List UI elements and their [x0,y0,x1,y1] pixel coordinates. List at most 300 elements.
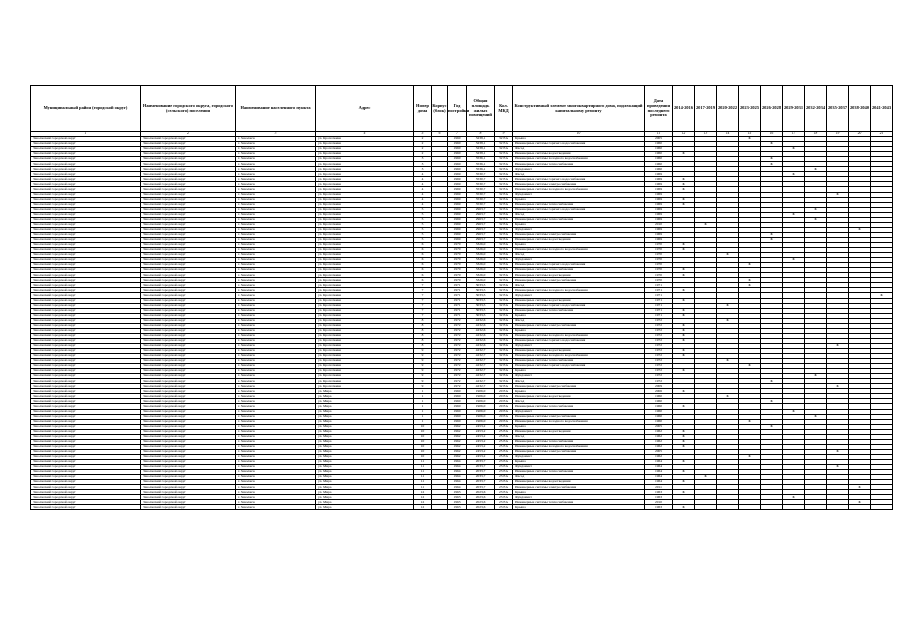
address-cell: ул. Кропоткина [316,147,414,152]
build-year-cell: 1970 [448,248,467,253]
district-cell: Заволжский городской округ [31,333,141,338]
locality-cell: г. Заволжск [236,424,316,429]
structural-element-cell: Фундамент [513,374,645,379]
column-header: 2014-2016 [673,86,695,132]
house-number-cell: 10 [414,439,432,444]
address-cell: ул. Кропоткина [316,232,414,237]
build-year-cell: 1960 [448,167,467,172]
structural-element-cell: Инженерные системы теплоснабжения [513,162,645,167]
apartment-count-cell: 20 ЕА [495,394,513,399]
address-cell: ул. Кропоткина [316,192,414,197]
address-cell: ул. Кропоткина [316,338,414,343]
capital-repair-table [30,85,893,510]
structural-element-cell: Инженерные системы электроснабжения [513,485,645,490]
last-repair-cell: 1969 [645,197,673,202]
locality-cell: г. Заволжск [236,232,316,237]
house-number-cell: 3 [414,157,432,162]
district-cell: Заволжский городской округ [31,242,141,247]
apartment-count-cell: 23 ЕА [495,470,513,475]
table-body [31,137,893,510]
apartment-count-cell: 20 ЕА [495,389,513,394]
area-cell: 1906,0 [467,394,495,399]
municipality-cell: Заволжский городской округ [141,399,236,404]
house-number-cell: 4 [414,172,432,177]
address-cell: ул. Мира [316,404,414,409]
house-number-cell: 11 [414,480,432,485]
area-cell: 4232,6 [467,318,495,323]
period-1-cell: X [673,404,695,409]
structural-element-cell: Инженерные системы водоотведения [513,237,645,242]
last-repair-cell: 1969 [645,202,673,207]
last-repair-cell: 1969 [645,212,673,217]
period-5-cell: X [761,424,783,429]
last-repair-cell: 1971 [645,308,673,313]
locality-cell: г. Заволжск [236,303,316,308]
municipality-cell: Заволжский городской округ [141,490,236,495]
last-repair-cell: 2009 [645,384,673,389]
period-3-cell: X [717,253,739,258]
address-cell: ул. Кропоткина [316,298,414,303]
period-4-cell: X [739,263,761,268]
build-year-cell: 1972 [448,354,467,359]
build-year-cell: 1970 [448,268,467,273]
district-cell: Заволжский городской округ [31,399,141,404]
locality-cell: г. Заволжск [236,253,316,258]
locality-cell: г. Заволжск [236,374,316,379]
column-header: 2041-2043 [871,86,893,132]
address-cell: ул. Мира [316,460,414,465]
municipality-cell: Заволжский городской округ [141,283,236,288]
last-repair-cell: 1970 [645,273,673,278]
area-cell: 2453,2 [467,424,495,429]
address-cell: ул. Кропоткина [316,253,414,258]
structural-element-cell: Инженерные системы холодного водоснабжения [513,248,645,253]
apartment-count-cell: 32 ЕА [495,364,513,369]
period-7-cell [805,505,827,510]
period-5-cell: X [761,157,783,162]
apartment-count-cell: 20 ЕА [495,414,513,419]
build-year-cell: 1964 [448,480,467,485]
area-cell: 2023,6 [467,495,495,500]
period-8-cell: X [827,192,849,197]
locality-cell: г. Заволжск [236,207,316,212]
last-repair-cell: 2005 [645,424,673,429]
apartment-count-cell: 32 ЕА [495,359,513,364]
build-year-cell: 1971 [448,298,467,303]
locality-cell: г. Заволжск [236,475,316,480]
municipality-cell: Заволжский городской округ [141,343,236,348]
house-number-cell: 4 [414,202,432,207]
house-number-cell: 6 [414,248,432,253]
area-cell: 3238,1 [467,147,495,152]
locality-cell: г. Заволжск [236,172,316,177]
apartment-count-cell: 32 ЕА [495,192,513,197]
address-cell: ул. Кропоткина [316,248,414,253]
area-cell: 2963,7 [467,217,495,222]
structural-element-cell: Инженерные системы теплоснабжения [513,268,645,273]
area-cell: 2453,2 [467,454,495,459]
column-header: 2026-2028 [761,86,783,132]
address-cell: ул. Кропоткина [316,187,414,192]
build-year-cell: 1964 [448,470,467,475]
apartment-count-cell: 32 ЕА [495,167,513,172]
municipality-cell: Заволжский городской округ [141,298,236,303]
district-cell: Заволжский городской округ [31,202,141,207]
period-6-cell [783,505,805,510]
build-year-cell: 1963 [448,505,467,510]
structural-element-cell: Фундамент [513,343,645,348]
period-1-cell: X [673,480,695,485]
apartment-count-cell: 25 ЕА [495,434,513,439]
structural-element-cell: Инженерные системы теплоснабжения [513,404,645,409]
address-cell: ул. Кропоткина [316,222,414,227]
apartment-count-cell: 23 ЕА [495,480,513,485]
area-cell: 4232,7 [467,354,495,359]
last-repair-cell: 1960 [645,414,673,419]
apartment-count-cell: 32 ЕА [495,273,513,278]
apartment-count-cell: 32 ЕА [495,369,513,374]
locality-cell: г. Заволжск [236,227,316,232]
column-header: Адрес [316,86,414,132]
house-number-cell: 4 [414,192,432,197]
last-repair-cell: 1972 [645,359,673,364]
period-3-cell [717,505,739,510]
last-repair-cell: 1971 [645,313,673,318]
build-year-cell: 1960 [448,419,467,424]
apartment-count-cell: 23 ЕА [495,485,513,490]
municipality-cell: Заволжский городской округ [141,212,236,217]
period-2-cell: X [695,475,717,480]
municipality-cell: Заволжский городской округ [141,273,236,278]
last-repair-cell: 1970 [645,248,673,253]
municipality-cell: Заволжский городской округ [141,147,236,152]
municipality-cell: Заволжский городской округ [141,364,236,369]
period-3-cell: X [717,394,739,399]
build-year-cell: 1972 [448,379,467,384]
last-repair-cell: 1960 [645,419,673,424]
area-cell: 2963,7 [467,227,495,232]
district-cell: Заволжский городской округ [31,232,141,237]
district-cell: Заволжский городской округ [31,303,141,308]
district-cell: Заволжский городской округ [31,505,141,510]
municipality-cell: Заволжский городской округ [141,313,236,318]
house-number-cell: 1 [414,404,432,409]
column-number: 12 [673,132,695,137]
area-cell: 3033,5 [467,303,495,308]
address-cell: ул. Кропоткина [316,202,414,207]
build-year-cell: 1960 [448,162,467,167]
period-1-cell: X [673,439,695,444]
area-cell: 3530,7 [467,187,495,192]
area-cell: 3238,1 [467,152,495,157]
build-year-cell: 1962 [448,429,467,434]
house-number-cell: 11 [414,465,432,470]
last-repair-cell: 1960 [645,394,673,399]
structural-element-cell: Крыша [513,197,645,202]
area-cell: 3536,1 [467,157,495,162]
structural-element-cell: Инженерные системы водоотведения [513,298,645,303]
district-cell: Заволжский городской округ [31,449,141,454]
municipality-cell: Заволжский городской округ [141,142,236,147]
locality-cell: г. Заволжск [236,313,316,318]
address-cell: ул. Кропоткина [316,348,414,353]
apartment-count-cell: 32 ЕА [495,303,513,308]
structural-element-cell: Крыша [513,313,645,318]
structural-element-cell: Крыша [513,490,645,495]
address-cell: ул. Кропоткина [316,308,414,313]
house-number-cell: 6 [414,268,432,273]
house-number-cell: 7 [414,303,432,308]
period-8-cell: X [827,465,849,470]
district-cell: Заволжский городской округ [31,187,141,192]
structural-element-cell: Инженерные системы теплоснабжения [513,500,645,505]
column-number: 10 [513,132,645,137]
address-cell: ул. Мира [316,444,414,449]
build-year-cell: 1972 [448,364,467,369]
register-sheet [30,85,892,510]
structural-element-cell: Фасад [513,379,645,384]
house-number-cell: 10 [414,434,432,439]
locality-cell: г. Заволжск [236,480,316,485]
apartment-count-cell: 25 ЕА [495,429,513,434]
build-year-cell: 1960 [448,394,467,399]
structural-element-cell: Инженерные системы холодного водоснабжения [513,444,645,449]
area-cell: 4232,6 [467,333,495,338]
district-cell: Заволжский городской округ [31,348,141,353]
build-year-cell: 1972 [448,318,467,323]
area-cell: 3033,5 [467,313,495,318]
build-year-cell: 1969 [448,212,467,217]
apartment-count-cell: 32 ЕА [495,278,513,283]
build-year-cell: 1969 [448,197,467,202]
district-cell: Заволжский городской округ [31,268,141,273]
build-year-cell: 1964 [448,465,467,470]
house-number-cell: 9 [414,369,432,374]
area-cell: 2963,7 [467,207,495,212]
apartment-count-cell: 32 ЕА [495,222,513,227]
house-number-cell: 5 [414,227,432,232]
last-repair-cell: 1962 [645,434,673,439]
address-cell: ул. Мира [316,424,414,429]
district-cell: Заволжский городской округ [31,374,141,379]
apartment-count-cell: 32 ЕА [495,323,513,328]
municipality-cell: Заволжский городской округ [141,192,236,197]
build-year-cell: 1960 [448,414,467,419]
period-1-cell: X [673,369,695,374]
last-repair-cell: 1962 [645,429,673,434]
last-repair-cell: 1970 [645,278,673,283]
period-4-cell: X [739,278,761,283]
locality-cell: г. Заволжск [236,389,316,394]
period-1-cell: X [673,242,695,247]
municipality-cell: Заволжский городской округ [141,288,236,293]
house-number-cell: 4 [414,182,432,187]
last-repair-cell: 1962 [645,444,673,449]
column-number: 19 [827,132,849,137]
apartment-count-cell: 32 ЕА [495,217,513,222]
column-header: 2020-2022 [717,86,739,132]
locality-cell: г. Заволжск [236,237,316,242]
period-3-cell: X [717,318,739,323]
last-repair-cell: 1969 [645,227,673,232]
area-cell: 4232,7 [467,364,495,369]
structural-element-cell: Фасад [513,147,645,152]
structural-element-cell: Фасад [513,475,645,480]
locality-cell: г. Заволжск [236,283,316,288]
period-5-cell: X [761,232,783,237]
last-repair-cell: 2010 [645,500,673,505]
district-cell: Заволжский городской округ [31,313,141,318]
municipality-cell: Заволжский городской округ [141,439,236,444]
district-cell: Заволжский городской округ [31,217,141,222]
column-number: 4 [316,132,414,137]
column-number: 16 [761,132,783,137]
area-cell: 3326,0 [467,273,495,278]
period-5-cell: X [761,379,783,384]
municipality-cell: Заволжский городской округ [141,470,236,475]
area-cell: 3238,1 [467,137,495,142]
structural-element-cell: Крыша [513,505,645,510]
period-1-cell: X [673,308,695,313]
locality-cell: г. Заволжск [236,263,316,268]
address-cell: ул. Кропоткина [316,197,414,202]
build-year-cell: 1970 [448,242,467,247]
house-number-cell: 10 [414,444,432,449]
area-cell: 3326,0 [467,278,495,283]
period-1-cell: X [673,389,695,394]
structural-element-cell: Инженерные системы электроснабжения [513,449,645,454]
locality-cell: г. Заволжск [236,187,316,192]
area-cell: 3326,0 [467,268,495,273]
district-cell: Заволжский городской округ [31,470,141,475]
build-year-cell: 1969 [448,182,467,187]
district-cell: Заволжский городской округ [31,237,141,242]
address-cell: ул. Кропоткина [316,318,414,323]
house-number-cell: 1 [414,419,432,424]
area-cell: 2963,7 [467,222,495,227]
district-cell: Заволжский городской округ [31,172,141,177]
address-cell: ул. Кропоткина [316,157,414,162]
address-cell: ул. Кропоткина [316,364,414,369]
build-year-cell: 1971 [448,308,467,313]
address-cell: ул. Кропоткина [316,359,414,364]
build-year-cell: 1962 [448,444,467,449]
locality-cell: г. Заволжск [236,328,316,333]
period-6-cell: X [783,147,805,152]
locality-cell: г. Заволжск [236,384,316,389]
municipality-cell: Заволжский городской округ [141,348,236,353]
house-number-cell: 8 [414,343,432,348]
apartment-count-cell: 32 ЕА [495,177,513,182]
house-number-cell: 7 [414,313,432,318]
structural-element-cell: Инженерные системы горячего водоснабжения [513,207,645,212]
address-cell: ул. Кропоткина [316,288,414,293]
structural-element-cell: Инженерные системы теплоснабжения [513,439,645,444]
district-cell: Заволжский городской округ [31,439,141,444]
column-number: 8 [467,132,495,137]
build-year-cell: 1964 [448,485,467,490]
locality-cell: г. Заволжск [236,379,316,384]
district-cell: Заволжский городской округ [31,495,141,500]
municipality-cell: Заволжский городской округ [141,323,236,328]
municipality-cell: Заволжский городской округ [141,505,236,510]
build-year-cell: 1969 [448,172,467,177]
period-5-cell: X [761,162,783,167]
house-number-cell: 9 [414,384,432,389]
build-year-cell: 1964 [448,475,467,480]
area-cell: 3326,0 [467,253,495,258]
locality-cell: г. Заволжск [236,505,316,510]
apartment-count-cell: 32 ЕА [495,379,513,384]
area-cell: 2033,7 [467,470,495,475]
area-cell: 1906,0 [467,414,495,419]
house-number-cell: 4 [414,197,432,202]
period-6-cell: X [783,212,805,217]
district-cell: Заволжский городской округ [31,147,141,152]
column-number: 2 [141,132,236,137]
build-year-cell: 1960 [448,409,467,414]
last-repair-cell: 1971 [645,288,673,293]
municipality-cell: Заволжский городской округ [141,207,236,212]
locality-cell: г. Заволжск [236,242,316,247]
build-year-cell: 1971 [448,283,467,288]
apartment-count-cell: 32 ЕА [495,338,513,343]
locality-cell: г. Заволжск [236,419,316,424]
apartment-count-cell: 25 ЕА [495,439,513,444]
last-repair-cell: 1964 [645,460,673,465]
last-repair-cell: 2005 [645,449,673,454]
municipality-cell: Заволжский городской округ [141,444,236,449]
address-cell: ул. Кропоткина [316,207,414,212]
structural-element-cell: Инженерные системы холодного водоснабжения [513,157,645,162]
period-6-cell: X [783,172,805,177]
house-number-cell: 9 [414,364,432,369]
municipality-cell: Заволжский городской округ [141,172,236,177]
period-1-cell: X [673,338,695,343]
district-cell: Заволжский городской округ [31,359,141,364]
structural-element-cell: Инженерные системы холодного водоснабжения [513,187,645,192]
apartment-count-cell: 32 ЕА [495,354,513,359]
address-cell: ул. Мира [316,429,414,434]
column-header: 2038-2040 [849,86,871,132]
build-year-cell: 1969 [448,187,467,192]
municipality-cell: Заволжский городской округ [141,278,236,283]
apartment-count-cell: 25 ЕА [495,449,513,454]
address-cell: ул. Мира [316,485,414,490]
period-3-cell: X [717,359,739,364]
district-cell: Заволжский городской округ [31,369,141,374]
area-cell: 3326,0 [467,263,495,268]
house-number-cell: 4 [414,187,432,192]
build-year-cell: 1969 [448,207,467,212]
structural-element-cell: Фундамент [513,167,645,172]
district-cell: Заволжский городской округ [31,434,141,439]
apartment-count-cell: 32 ЕА [495,248,513,253]
structural-element-cell: Инженерные системы теплоснабжения [513,217,645,222]
area-cell: 2033,7 [467,465,495,470]
column-header: 2017-2019 [695,86,717,132]
municipality-cell: Заволжский городской округ [141,308,236,313]
apartment-count-cell: 32 ЕА [495,162,513,167]
municipality-cell: Заволжский городской округ [141,475,236,480]
address-cell: ул. Кропоткина [316,212,414,217]
apartment-count-cell: 25 ЕА [495,444,513,449]
district-cell: Заволжский городской округ [31,162,141,167]
last-repair-cell: 1962 [645,439,673,444]
apartment-count-cell: 32 ЕА [495,253,513,258]
structural-element-cell: Фасад [513,434,645,439]
district-cell: Заволжский городской округ [31,212,141,217]
